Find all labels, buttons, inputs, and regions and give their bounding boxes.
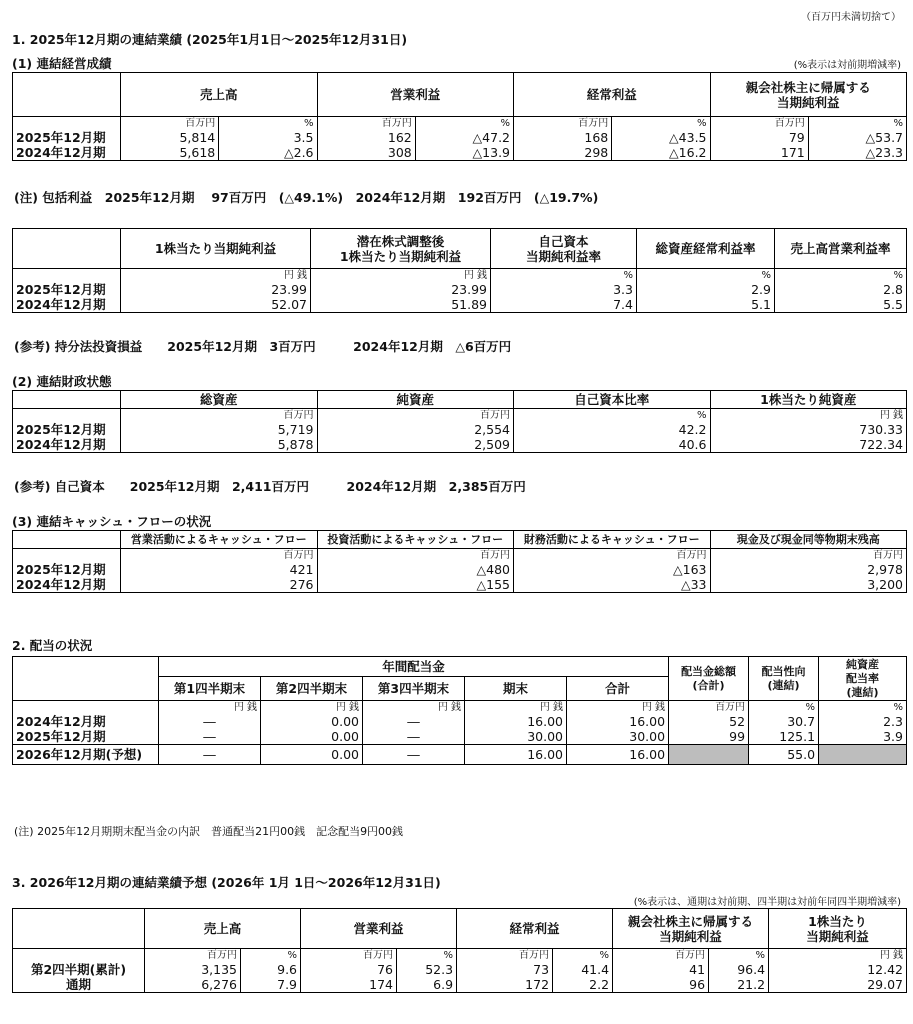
table-cell: △23.3 [808,145,906,161]
header-cell [13,531,121,549]
table-cell: 96 [613,977,709,993]
table-cell: 722.34 [710,437,907,453]
table-cell: 298 [514,145,612,161]
table-row [13,145,907,161]
unit-cell: % [241,949,301,963]
table-cell: 第2四半期(累計) [13,962,145,977]
unit-row [13,409,907,423]
unit-cell: 円 銭 [769,949,907,963]
table-cell: ― [159,714,261,729]
table-cell: 421 [121,562,318,577]
table-cell: 2024年12月期 [13,437,121,453]
table-cell: 0.00 [261,729,363,745]
header-line: 1株当たり当期純利益 [339,248,462,264]
table-cell [669,657,749,701]
unit-cell: % [553,949,613,963]
hdr-net-income [710,73,907,117]
table-cell: 年間配当金 [159,657,669,677]
table-cell: ― [363,729,465,745]
table-cell [669,745,749,765]
header-cell: 純資産 [317,391,514,409]
table-cell: 5,618 [121,145,219,161]
table-cell: ― [363,714,465,729]
table-cell: △13.9 [415,145,513,161]
unit-cell: 百万円 [145,949,241,963]
header-cell: 合計 [567,677,669,701]
unit-cell: % [775,269,907,283]
header-cell: 第1四半期末 [159,677,261,701]
unit-note: （百万円未満切捨て） [801,12,901,23]
table-cell: 2.3 [819,714,907,729]
header-cell: 第3四半期末 [363,677,465,701]
table-cell: 9.6 [241,962,301,977]
table-cell: △53.7 [808,130,906,145]
table-row [13,282,907,297]
unit-cell: 円 銭 [567,701,669,715]
header-line: 当期純利益 [806,928,869,944]
operating-results-table [12,72,907,161]
table-cell: 5.1 [637,297,775,313]
unit-cell: 百万円 [317,409,514,423]
table-cell: 2025年12月期 [13,562,121,577]
unit-cell: 百万円 [710,117,808,131]
table-cell [819,745,907,765]
comprehensive-income-note: (注) 包括利益 2025年12月期 97百万円 (△49.1%) 2024年12月期 192百万円 (△19.7%) [14,190,599,205]
table-row [13,977,907,993]
header-cell [13,909,145,949]
header-cell: 総資産 [121,391,318,409]
table-cell: 5,878 [121,437,318,453]
unit-row [13,701,907,715]
unit-cell: 百万円 [514,117,612,131]
unit-cell: % [749,701,819,715]
table-cell: 52.3 [397,962,457,977]
forecast-table [12,908,907,993]
header-cell [491,229,637,269]
table-cell: 2.9 [637,282,775,297]
table-cell: 16.00 [465,714,567,729]
header-cell [769,909,907,949]
cash-flow-table [12,530,907,593]
table-cell: 76 [301,962,397,977]
unit-cell [13,117,121,131]
header-cell: 投資活動によるキャッシュ・フロー [317,531,514,549]
table-cell: 2.2 [553,977,613,993]
table-row [13,962,907,977]
table-cell: 276 [121,577,318,593]
unit-cell: 円 銭 [121,269,311,283]
header-cell: 第2四半期末 [261,677,363,701]
pct-note-3: (%表示は、通期は対前期、四半期は対前年同四半期増減率) [633,897,901,908]
table-cell: 2024年12月期 [13,714,159,729]
table-cell: 55.0 [749,745,819,765]
equity-method-note: (参考) 持分法投資損益 2025年12月期 3百万円 2024年12月期 △6百万円 [14,339,512,354]
unit-cell: 円 銭 [363,701,465,715]
table-cell: 2025年12月期 [13,729,159,745]
hdr-ordinary-income: 経常利益 [514,73,711,117]
table-cell: 40.6 [514,437,711,453]
table-cell: 174 [301,977,397,993]
unit-cell: % [514,409,711,423]
unit-cell: % [709,949,769,963]
unit-cell: % [415,117,513,131]
table-cell: △480 [317,562,514,577]
table-cell: 7.9 [241,977,301,993]
table-cell: 3,135 [145,962,241,977]
header-line: 親会社株主に帰属する [628,913,754,929]
table-cell: 2.8 [775,282,907,297]
table-row [13,577,907,593]
header-cell: 財務活動によるキャッシュ・フロー [514,531,711,549]
table-cell: 16.00 [465,745,567,765]
table-cell: △16.2 [612,145,710,161]
table-cell: 162 [317,130,415,145]
unit-cell: % [819,701,907,715]
header-line: (連結) [846,685,879,699]
table-row [13,422,907,437]
dividend-note: (注) 2025年12月期期末配当金の内訳 普通配当21円00銭 記念配当9円00銭 [14,825,404,838]
table-cell: 96.4 [709,962,769,977]
unit-cell: 円 銭 [159,701,261,715]
table-cell: 12.42 [769,962,907,977]
section-title-1: 1. 2025年12月期の連結業績 (2025年1月1日～2025年12月31日) [12,32,408,47]
table-cell: 2025年12月期 [13,422,121,437]
table-cell: 5.5 [775,297,907,313]
header-cell [311,229,491,269]
table-cell: 2025年12月期 [13,282,121,297]
header-line: 純資産 [846,657,880,671]
header-row [13,229,907,269]
table-cell: 168 [514,130,612,145]
table-cell: ― [363,745,465,765]
unit-cell: 百万円 [514,549,711,563]
header-cell: 自己資本比率 [514,391,711,409]
table-cell: 172 [457,977,553,993]
dividends-table [12,656,907,765]
header-cell [13,677,159,701]
unit-cell: 百万円 [121,409,318,423]
header-cell: 営業活動によるキャッシュ・フロー [121,531,318,549]
table-cell: △43.5 [612,130,710,145]
table-cell: 171 [710,145,808,161]
table-cell: △33 [514,577,711,593]
header-cell [13,229,121,269]
header-cell: 総資産経常利益率 [637,229,775,269]
table-cell: 2024年12月期 [13,297,121,313]
header-cell: 売上高 [145,909,301,949]
header-cell [13,391,121,409]
table-cell: 7.4 [491,297,637,313]
table-cell: 41.4 [553,962,613,977]
table-cell: 29.07 [769,977,907,993]
table-cell: 0.00 [261,745,363,765]
financial-position-table [12,390,907,453]
header-cell [613,909,769,949]
table-cell: 52.07 [121,297,311,313]
table-cell: △163 [514,562,711,577]
header-cell: 1株当たり純資産 [710,391,907,409]
table-cell: 51.89 [311,297,491,313]
table-cell: 30.7 [749,714,819,729]
table-cell: 2,554 [317,422,514,437]
header-row [13,657,907,677]
unit-cell: 百万円 [317,549,514,563]
header-line: 当期純利益 [659,928,722,944]
table-cell: 30.00 [465,729,567,745]
table-cell: 2024年12月期 [13,145,121,161]
unit-cell [13,409,121,423]
unit-cell: 百万円 [669,701,749,715]
table-cell [749,657,819,701]
header-cell: 期末 [465,677,567,701]
unit-cell: 円 銭 [261,701,363,715]
table-row [13,297,907,313]
table-row [13,745,907,765]
unit-row [13,117,907,131]
table-cell: 5,814 [121,130,219,145]
header-line: 配当金総額 [681,664,737,678]
unit-cell: 百万円 [317,117,415,131]
table-cell: 3,200 [710,577,907,593]
table-cell: 2,978 [710,562,907,577]
table-cell: 23.99 [121,282,311,297]
table-cell: 6.9 [397,977,457,993]
unit-cell: 百万円 [301,949,397,963]
section-sub-2: (2) 連結財政状態 [12,374,112,389]
header-row [13,531,907,549]
unit-cell [13,269,121,283]
table-row [13,130,907,145]
unit-cell [13,549,121,563]
header-cell: 売上高営業利益率 [775,229,907,269]
table-cell: 125.1 [749,729,819,745]
unit-row [13,269,907,283]
table-row [13,729,907,745]
equity-note: (参考) 自己資本 2025年12月期 2,411百万円 2024年12月期 2,385百万円 [14,479,526,494]
unit-cell: 円 銭 [465,701,567,715]
unit-cell: % [219,117,317,131]
table-cell: 3.3 [491,282,637,297]
table-cell: 21.2 [709,977,769,993]
table-cell: 73 [457,962,553,977]
table-cell: 99 [669,729,749,745]
table-cell: 5,719 [121,422,318,437]
header-line: 配当率 [846,671,880,685]
table-cell: 2025年12月期 [13,130,121,145]
table-row [13,562,907,577]
hdr-op-income: 営業利益 [317,73,514,117]
table-cell: 308 [317,145,415,161]
hdr-sales: 売上高 [121,73,318,117]
unit-cell: 百万円 [613,949,709,963]
table-cell: ― [159,729,261,745]
header-line: 自己資本 [538,233,589,249]
header-row [13,73,907,117]
table-cell: 23.99 [311,282,491,297]
unit-cell: 円 銭 [710,409,907,423]
unit-cell: 円 銭 [311,269,491,283]
unit-cell: 百万円 [457,949,553,963]
table-cell: △47.2 [415,130,513,145]
per-share-table [12,228,907,313]
header-cell: 現金及び現金同等物期末残高 [710,531,907,549]
table-cell [13,657,159,677]
unit-row [13,949,907,963]
header-cell: 1株当たり当期純利益 [121,229,311,269]
table-cell: 2024年12月期 [13,577,121,593]
table-cell: △155 [317,577,514,593]
table-cell [819,657,907,701]
table-cell: 79 [710,130,808,145]
table-cell: 52 [669,714,749,729]
unit-cell: % [637,269,775,283]
header-line: 1株当たり [808,913,867,929]
header-cell: 営業利益 [301,909,457,949]
table-cell: 42.2 [514,422,711,437]
header-line: 配当性向 [761,664,806,678]
section-sub-1: (1) 連結経営成績 [12,56,112,71]
unit-cell: % [808,117,906,131]
table-cell: ― [159,745,261,765]
section-title-2: 2. 配当の状況 [12,638,93,653]
unit-cell: % [397,949,457,963]
table-row [13,714,907,729]
unit-cell: 百万円 [710,549,907,563]
header-line: 当期純利益率 [525,248,601,264]
unit-cell [13,949,145,963]
header-cell [13,73,121,117]
table-cell: 41 [613,962,709,977]
unit-cell [13,701,159,715]
header-line: (連結) [767,678,800,692]
unit-cell: 百万円 [121,549,318,563]
unit-cell: % [491,269,637,283]
header-row [13,391,907,409]
table-cell: 6,276 [145,977,241,993]
unit-cell: 百万円 [121,117,219,131]
table-row [13,437,907,453]
table-cell: 3.5 [219,130,317,145]
header-line: 潜在株式調整後 [356,233,445,249]
header-line: 親会社株主に帰属する [745,79,871,95]
table-cell: 2,509 [317,437,514,453]
table-cell: 16.00 [567,714,669,729]
section-sub-3: (3) 連結キャッシュ・フローの状況 [12,514,212,529]
header-line: 当期純利益 [776,94,840,110]
unit-cell: % [612,117,710,131]
unit-row [13,549,907,563]
table-cell: 16.00 [567,745,669,765]
header-cell: 経常利益 [457,909,613,949]
table-cell: 30.00 [567,729,669,745]
header-line: (合計) [692,678,725,692]
header-row [13,909,907,949]
table-cell: 0.00 [261,714,363,729]
table-cell: △2.6 [219,145,317,161]
table-cell: 730.33 [710,422,907,437]
table-cell: 2026年12月期(予想) [13,745,159,765]
section-title-3: 3. 2026年12月期の連結業績予想 (2026年 1月 1日～2026年12月31日) [12,875,441,890]
pct-note-1: (%表示は対前期増減率) [793,60,901,71]
table-cell: 通期 [13,977,145,993]
table-cell: 3.9 [819,729,907,745]
